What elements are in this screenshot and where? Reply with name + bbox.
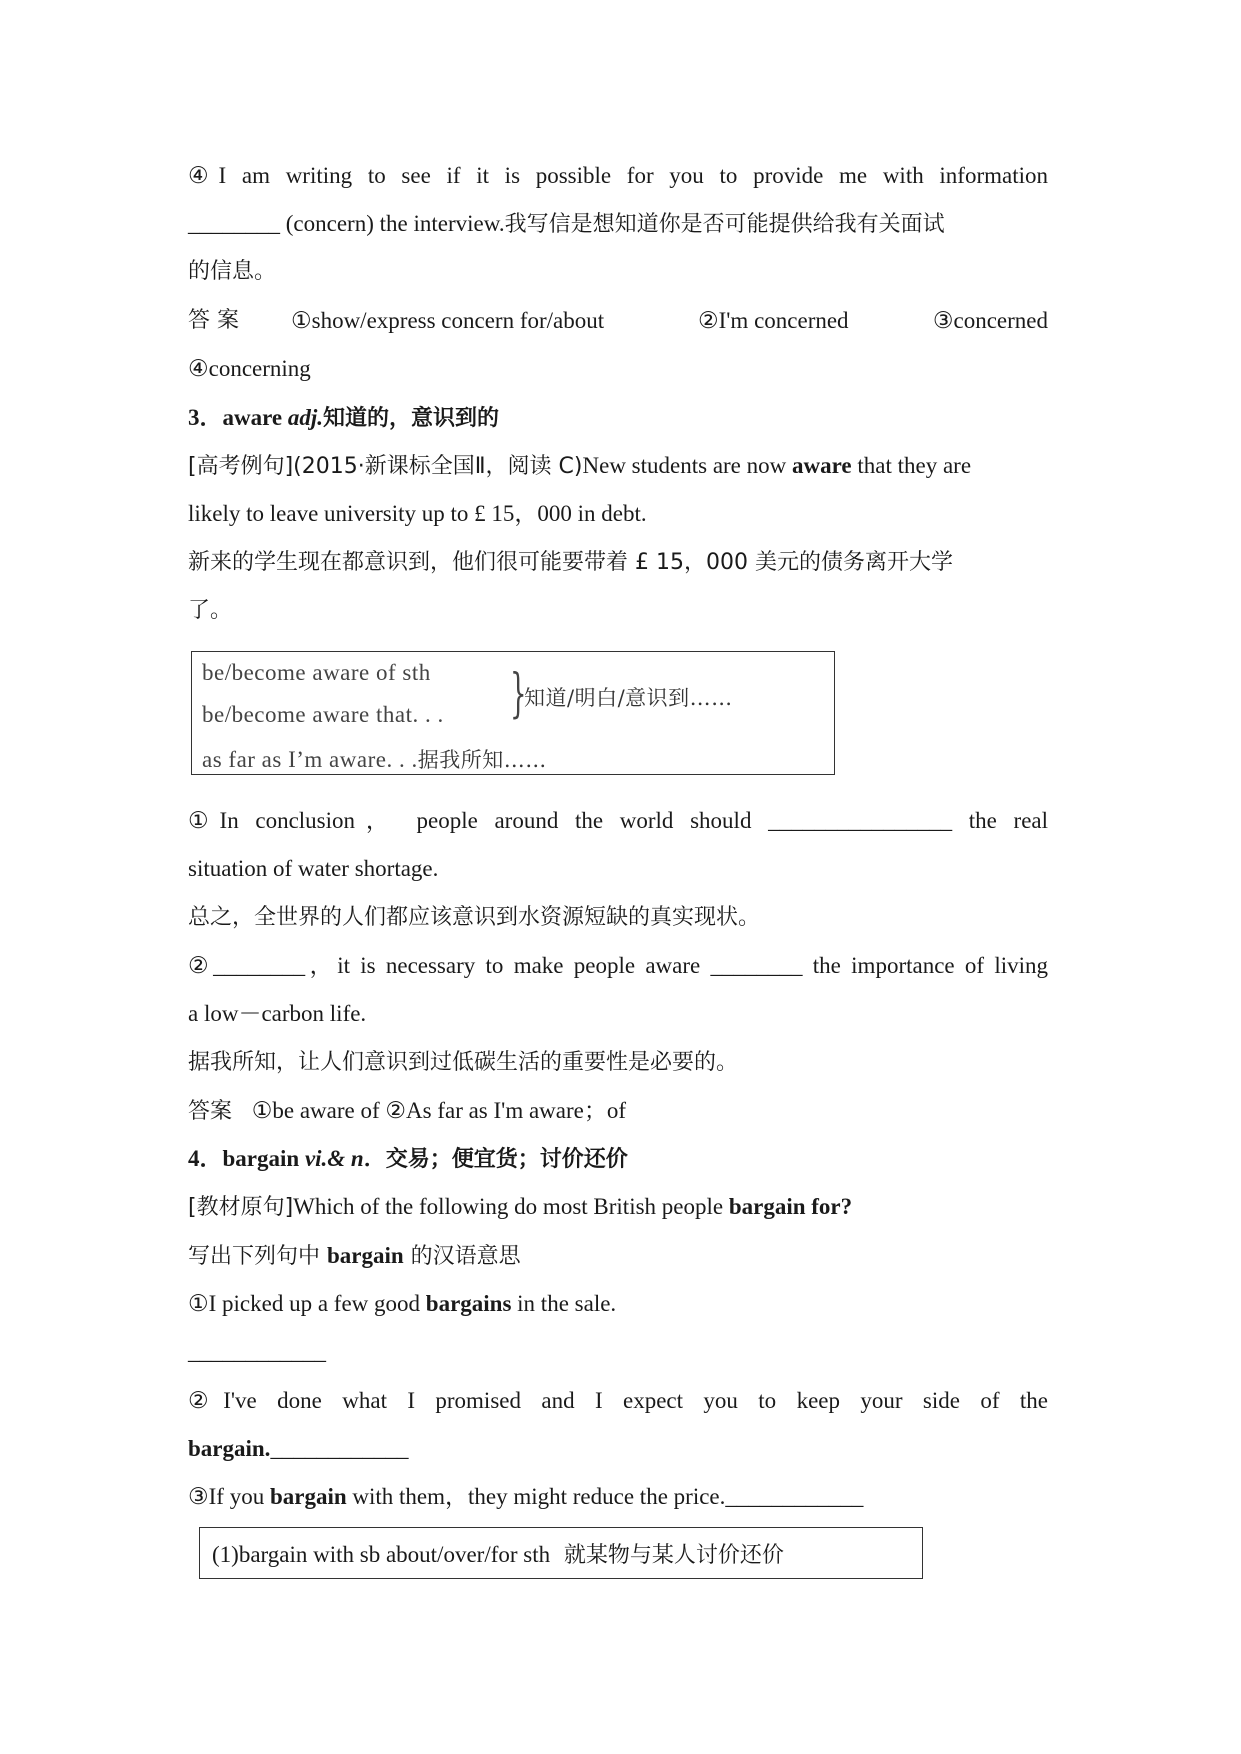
sentence-1-a: ①I picked up a few good [188, 1291, 426, 1316]
example-source-label: [高考例句](2015·新课标全国Ⅱ，阅读 C) [188, 454, 583, 479]
item-4-sentence-3 [188, 1482, 1048, 1512]
usage-row-3-cn: 据我所知…… [417, 748, 547, 772]
item-4-sentence-2-line-2 [188, 1434, 1048, 1464]
item-3-translation-line-1: 新来的学生现在都意识到，他们很可能要带着 £ 15，000 美元的债务离开大学 [188, 550, 953, 575]
question-4-line-2 [188, 209, 1048, 240]
item-4-meaning: ．交易；便宜货；讨价还价 [363, 1147, 628, 1172]
item-4-task [188, 1241, 1048, 1272]
answer-label: 答 案 [188, 308, 239, 333]
item-3-meaning: 知道的，意识到的 [323, 406, 500, 431]
source-text: Which of the following do most British people [293, 1194, 729, 1219]
usage-brace-meaning: 知道/明白/意识到…… [524, 686, 733, 710]
item-3-question-2-line-1: ②________，it is necessary to make people aware ________ the importance of living [188, 953, 1048, 978]
source-keyword: bargain for? [728, 1194, 853, 1219]
example-text-a: New students are now [582, 453, 793, 478]
question-4-translation: 我写信是想知道你是否可能提供给我有关面试 [504, 212, 945, 237]
item-3-question-2-translation: 据我所知，让人们意识到过低碳生活的重要性是必要的。 [188, 1050, 739, 1075]
usage-box-aware [191, 651, 835, 775]
item-4-pos: vi.& n [304, 1146, 364, 1171]
curly-brace: } [510, 664, 527, 724]
answer-1: ①show/express concern for/about [291, 308, 605, 333]
item-4-number: 4． [188, 1146, 223, 1171]
item-3-question-1-translation: 总之，全世界的人们都应该意识到水资源短缺的真实现状。 [188, 905, 761, 930]
question-4-line-1: ④I am writing to see if it is possible for you to provide me with information [188, 163, 1048, 188]
sentence-2-keyword: bargain. [188, 1436, 271, 1461]
sentence-1-b: in the sale. [511, 1291, 617, 1316]
item-3-heading [188, 403, 1048, 434]
item-3-example-line-2: likely to leave university up to £ 15，000 in debt. [188, 501, 647, 526]
question-4-line-3: 的信息。 [188, 259, 277, 284]
item-4-sentence-1 [188, 1289, 1048, 1319]
sentence-2-answer-blank[interactable]: ____________ [270, 1436, 409, 1461]
item-3-question-2-line-2: a low－carbon life. [188, 1001, 367, 1026]
usage-bargain-en: (1)bargain with sb about/over/for sth [212, 1542, 551, 1567]
usage-bargain-cn: 就某物与某人讨价还价 [563, 1543, 784, 1568]
usage-row-3 [202, 744, 547, 774]
item-4-heading [188, 1144, 1048, 1175]
item-4-word: bargain [222, 1146, 300, 1171]
example-text-b: that they are [851, 453, 972, 478]
task-keyword: bargain [327, 1243, 404, 1268]
question-4-blank: ________ (concern) the interview. [188, 211, 505, 236]
item-3-example-line-1 [188, 451, 1048, 482]
sentence-1-keyword: bargains [425, 1291, 512, 1316]
item-3-question-1-line-1: ①In conclusion， people around the world should ________________ the real [188, 808, 1048, 833]
item-3-question-1-line-2: situation of water shortage. [188, 856, 439, 881]
sentence-3-b: with them，they might reduce the price. [346, 1484, 726, 1509]
answers: ①be aware of ②As far as I'm aware；of [251, 1098, 627, 1123]
usage-row-2: be/become aware that. . . [202, 702, 444, 727]
example-keyword: aware [792, 453, 852, 478]
answer-4: ④concerning [188, 356, 311, 381]
usage-box-bargain [199, 1527, 923, 1579]
sentence-1-answer-blank[interactable]: ____________ [188, 1339, 326, 1364]
item-4-source-sentence [188, 1192, 1048, 1223]
answer-label: 答案 [188, 1099, 233, 1124]
source-label: [教材原句] [188, 1195, 294, 1220]
task-text-a: 写出下列句中 [188, 1244, 327, 1269]
item-3-number: 3． [188, 405, 223, 430]
item-3-pos: adj. [287, 405, 324, 430]
sentence-3-keyword: bargain [269, 1484, 347, 1509]
sentence-3-a: ③If you [188, 1484, 270, 1509]
usage-row-3-en: as far as I’m aware. . . [202, 747, 418, 772]
sentence-3-answer-blank[interactable]: ____________ [725, 1484, 864, 1509]
item-3-translation-line-2: 了。 [188, 598, 233, 623]
usage-box-bargain-row [212, 1538, 784, 1569]
item-3-word: aware [222, 405, 283, 430]
item-4-sentence-2-line-1: ②I've done what I promised and I expect you to keep your side of the [188, 1388, 1048, 1413]
answer-row-item-3 [188, 1096, 1048, 1127]
usage-row-1: be/become aware of sth [202, 660, 431, 685]
answer-3: ③concerned [932, 308, 1048, 333]
answer-2: ②I'm concerned [698, 308, 849, 333]
task-text-b: 的汉语意思 [403, 1244, 521, 1269]
